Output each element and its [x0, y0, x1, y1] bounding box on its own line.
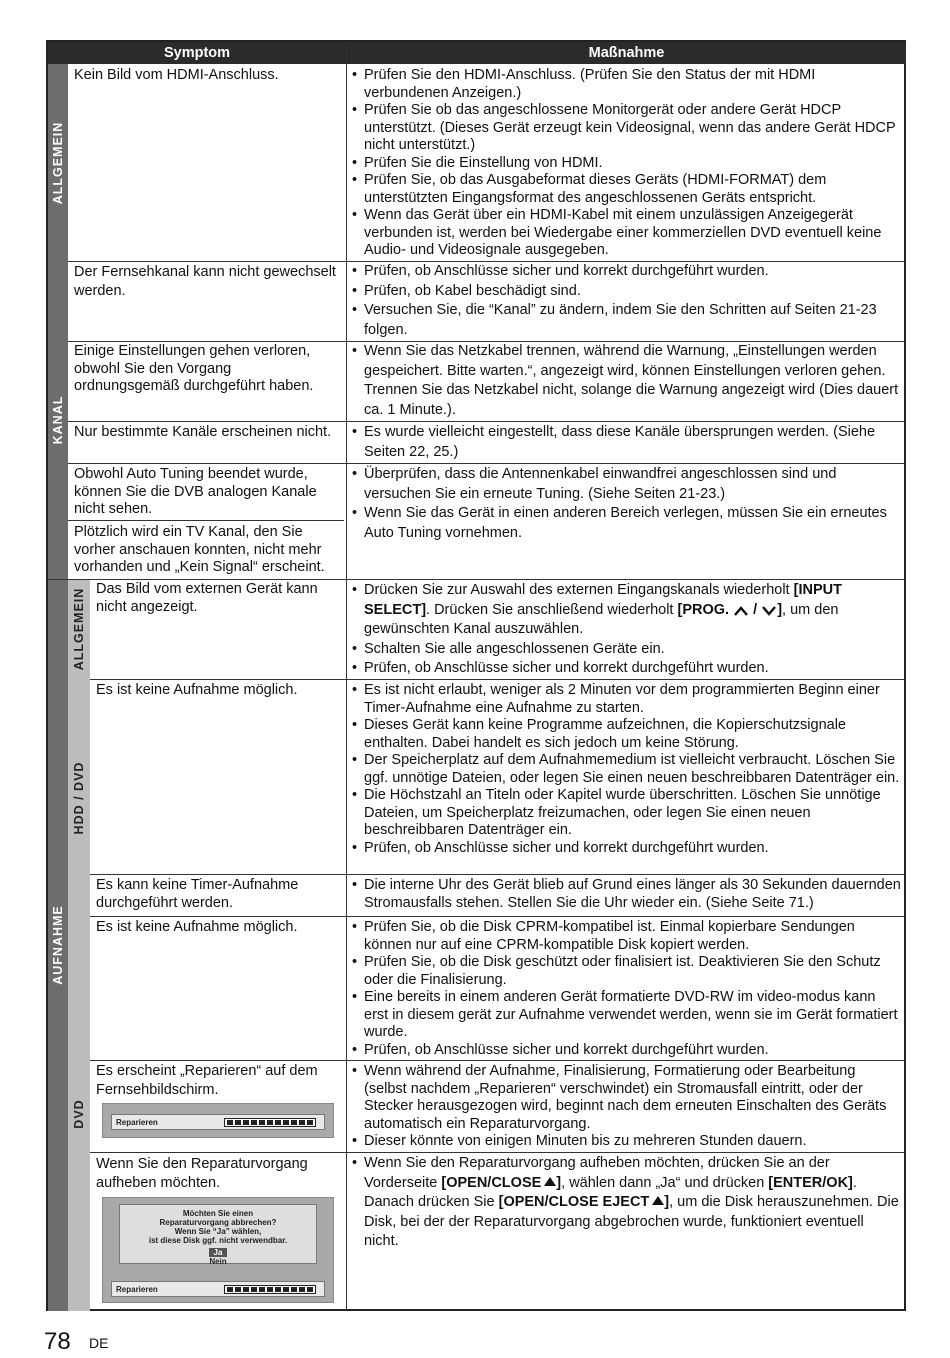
action-text: Drücken Sie zur Auswahl des externen Eingangskanals wiederholt: [364, 582, 794, 598]
action-item: • Prüfen Sie, ob die Disk CPRM-kompatibel ist. Einmal kopierbare Sendungen können nur auf eine CPRM-kompatible Disk kopiert werden.: [350, 919, 902, 954]
key-bracket: ]: [556, 1174, 562, 1191]
symptom-text: Plötzlich wird ein TV Kanal, den Sie vorher anschauen konnten, nicht mehr vorhanden und „Kein Signal“ erscheint.: [74, 524, 325, 575]
action-list: [350, 581, 902, 679]
action-text: Wenn Sie den Reparaturvorgang aufheben möchten, drücken Sie an der Vorderseite: [364, 1155, 830, 1191]
dialog-line: ist diese Disk ggf. nicht verwendbar.: [148, 1236, 288, 1245]
header-action: Maßnahme: [347, 42, 906, 64]
action-list: [350, 682, 902, 857]
action-item: • Prüfen, ob Anschlüsse sicher und korrekt durchgeführt wurden.: [350, 659, 902, 679]
header-symptom: Symptom: [48, 42, 346, 64]
symptom-text: Einige Einstellungen gehen verloren, obwohl Sie den Vorgang ordnungsgemäß durchgeführt haben.: [74, 343, 314, 394]
symptom-text: Es ist keine Aufnahme möglich.: [96, 682, 298, 698]
key-input-select: [INPUT SELECT]: [364, 582, 842, 618]
symptom-text: Nur bestimmte Kanäle erscheinen nicht.: [74, 424, 332, 440]
action-item: [350, 1154, 902, 1252]
key-slash: /: [753, 601, 758, 618]
symptom-text: Wenn Sie den Reparaturvorgang aufheben möchten.: [96, 1156, 308, 1191]
action-item: • Eine bereits in einem anderen Gerät formatierte DVD-RW im video-modus kann erst in diesem gerät zur Aufnahme verwendet werden, wenn sie im Gerät formatiert wurde.: [350, 989, 902, 1042]
action-list: [350, 423, 902, 462]
subsection-allgemein: [68, 579, 90, 679]
dialog-line: Möchten Sie einen: [182, 1209, 254, 1218]
row-divider: [68, 520, 344, 521]
progress-bar: [224, 1118, 316, 1127]
symptom-text: Es kann keine Timer-Aufnahme durchgeführt werden.: [96, 877, 299, 911]
section-label: AUFNAHME: [51, 905, 65, 985]
dialog-no-option: Nein: [209, 1257, 227, 1266]
section-label: KANAL: [51, 395, 65, 445]
key-open-close: [OPEN/CLOSE: [441, 1174, 542, 1191]
symptom-text: Der Fernsehkanal kann nicht gewechselt werden.: [74, 264, 336, 299]
action-item: • Prüfen Sie, ob das Ausgabeformat dieses Geräts (HDMI-FORMAT) dem unterstützten Eingangsformat des angeschlossenen Geräts entspricht.: [350, 172, 902, 207]
action-list: [350, 919, 902, 1059]
action-item: • Wenn das Gerät über ein HDMI-Kabel mit einem unzulässigen Anzeigegerät verbunden ist, werden bei Wiedergabe einer kommerziellen DVD eventuell keine Audio- und Videosignale ausgegeben.: [350, 207, 902, 260]
section-aufnahme: [48, 579, 68, 1311]
action-item: • Dieses Gerät kann keine Programme aufzeichnen, die Kopierschutzsignale enthalten. Dabei handelt es sich jedoch um keine Störung.: [350, 717, 902, 752]
tv-screen-illustration: [102, 1103, 334, 1138]
key-prog: [PROG.: [677, 601, 730, 618]
progress-bar: [224, 1285, 316, 1294]
action-list: [350, 262, 902, 340]
action-item: • Dieser könnte von einigen Minuten bis zu mehreren Stunden dauern.: [350, 1133, 902, 1151]
action-item: • Wenn Sie das Netzkabel trennen, während die Warnung, „Einstellungen werden gespeichert. Bitte warten.“, angezeigt wird, können Einstellungen verloren gehen. Trennen Sie das Netzkabel nicht, solange die Warnung angezeigt wird (Dies dauert ca. 1 Minute.).: [350, 342, 902, 420]
action-item: • Es wurde vielleicht eingestellt, dass diese Kanäle übersprungen werden. (Siehe Seiten 22, 25.): [350, 423, 902, 462]
eject-icon: [541, 1175, 556, 1191]
language-code: DE: [89, 1335, 109, 1351]
cancel-repair-dialog: [119, 1204, 317, 1264]
key-open-close-eject: [OPEN/CLOSE EJECT: [498, 1194, 650, 1210]
chevron-up-icon: [733, 605, 749, 617]
action-item: • Prüfen, ob Anschlüsse sicher und korrekt durchgeführt wurden.: [350, 840, 902, 858]
row-divider: [68, 421, 904, 422]
row-divider: [90, 916, 904, 917]
symptom-text: Das Bild vom externen Gerät kann nicht angezeigt.: [96, 581, 318, 615]
action-list: [350, 1063, 902, 1151]
action-item: • Die interne Uhr des Gerät blieb auf Grund eines länger als 30 Sekunden dauernden Stromausfalls stehen. Stellen Sie die Uhr wieder ein. (Siehe Seite 71.): [350, 877, 902, 912]
action-item: • Versuchen Sie, die “Kanal” zu ändern, indem Sie den Schritten auf Seiten 21-23 folgen.: [350, 301, 902, 340]
action-item: • Prüfen, ob Kabel beschädigt sind.: [350, 282, 902, 302]
action-text: , wählen dann „Ja“ und drücken: [561, 1174, 769, 1191]
action-item: • Wenn während der Aufnahme, Finalisierung, Formatierung oder Bearbeitung (selbst nachdem „Reparieren“ verschwindet) ein Stromausfall eintritt, oder der Stecker herausgezogen wird, beginnt nach dem erneuten Einschalten des Geräts automatisch ein Reparaturvorgang.: [350, 1063, 902, 1133]
subsection-hdd-dvd: [68, 679, 90, 916]
action-item: • Der Speicherplatz auf dem Aufnahmemedium ist vielleicht verbraucht. Löschen Sie ggf. unnötige Dateien, oder legen Sie einen neuen beschreibbaren Datenträger ein.: [350, 752, 902, 787]
action-list: [350, 67, 902, 260]
dialog-yes-option: Ja: [209, 1248, 228, 1257]
action-list: [350, 877, 902, 912]
row-divider: [90, 679, 904, 680]
action-item: • Wenn Sie das Gerät in einen anderen Bereich verlegen, müssen Sie ein erneutes Auto Tuning vornehmen.: [350, 504, 902, 543]
repair-label: Reparieren: [116, 1117, 158, 1127]
dialog-line: Wenn Sie “Ja” wählen,: [174, 1227, 262, 1236]
action-text: . Drücken Sie anschließend wiederholt: [426, 601, 678, 618]
row-divider: [90, 874, 904, 875]
action-item: • Schalten Sie alle angeschlossenen Geräte ein.: [350, 640, 902, 660]
action-item: • Prüfen, ob Anschlüsse sicher und korrekt durchgeführt wurden.: [350, 262, 902, 282]
action-item: • Prüfen Sie ob das angeschlossene Monitorgerät oder andere Gerät HDCP unterstützt. (Dieses Gerät erzeugt kein Videosignal, wenn das andere Gerät HDCP nicht unterstützt.): [350, 102, 902, 155]
action-item: • Es ist nicht erlaubt, weniger als 2 Minuten vor dem programmierten Beginn einer Timer-Aufnahme eine Aufnahme zu starten.: [350, 682, 902, 717]
action-item: • Prüfen Sie, ob die Disk geschützt oder finalisiert ist. Deaktivieren Sie den Schutz oder die Finalisierung.: [350, 954, 902, 989]
symptom-text: Es ist keine Aufnahme möglich.: [96, 919, 298, 935]
repair-label: Reparieren: [116, 1284, 158, 1294]
action-item: • Prüfen Sie die Einstellung von HDMI.: [350, 155, 902, 173]
symptom-text: Es erscheint „Reparieren“ auf dem Fernsehbildschirm.: [96, 1063, 318, 1098]
column-divider: [346, 42, 347, 1311]
section-allgemein: [48, 64, 68, 261]
key-bracket: ]: [777, 601, 783, 618]
action-list: [350, 465, 902, 543]
section-kanal: [48, 261, 68, 579]
row-divider: [90, 1060, 904, 1061]
eject-icon: [649, 1194, 664, 1210]
action-list: [350, 342, 902, 420]
subsection-dvd: [68, 916, 90, 1311]
action-item: [350, 581, 902, 640]
row-divider: [68, 463, 904, 464]
action-text: , um die Disk herauszunehmen. Die Disk, bei der der Reparaturvorgang abgebrochen wurde, funktioniert eventuell nicht.: [364, 1194, 899, 1249]
dialog-line: Reparaturvorgang abbrechen?: [159, 1218, 277, 1227]
key-bracket: ]: [664, 1194, 670, 1210]
tv-screen-illustration: [102, 1197, 334, 1303]
section-label: ALLGEMEIN: [51, 121, 65, 204]
key-enter-ok: [ENTER/OK]: [768, 1174, 853, 1191]
action-text: . Danach drücken Sie: [364, 1174, 857, 1210]
page-number: 78: [44, 1328, 71, 1355]
subsection-label: HDD / DVD: [72, 761, 86, 834]
subsection-label: ALLGEMEIN: [72, 587, 86, 671]
action-list: [350, 1154, 902, 1252]
row-divider: [90, 1152, 904, 1153]
troubleshooting-table: [46, 40, 906, 1311]
subsection-label: DVD: [72, 1098, 86, 1129]
action-text: , um den gewünschten Kanal auszuwählen.: [364, 601, 839, 637]
symptom-text: Kein Bild vom HDMI-Anschluss.: [74, 67, 279, 83]
action-item: • Überprüfen, dass die Antennenkabel einwandfrei angeschlossen sind und versuchen Sie ein erneute Tuning. (Siehe Seiten 21-23.): [350, 465, 902, 504]
chevron-down-icon: [761, 605, 777, 617]
action-item: • Die Höchstzahl an Titeln oder Kapitel wurde überschritten. Löschen Sie unnötige Dateien, um Speicherplatz freizumachen, oder legen Sie einen neuen beschreibbaren Datenträger ein.: [350, 787, 902, 840]
repair-bar: [111, 1281, 325, 1297]
action-item: • Prüfen, ob Anschlüsse sicher und korrekt durchgeführt wurden.: [350, 1042, 902, 1060]
symptom-text: Obwohl Auto Tuning beendet wurde, können Sie die DVB analogen Kanale nicht sehen.: [74, 466, 317, 517]
action-item: • Prüfen Sie den HDMI-Anschluss. (Prüfen Sie den Status der mit HDMI verbundenen Anzeigen.): [350, 67, 902, 102]
repair-bar: [111, 1114, 325, 1130]
row-divider: [48, 579, 904, 580]
